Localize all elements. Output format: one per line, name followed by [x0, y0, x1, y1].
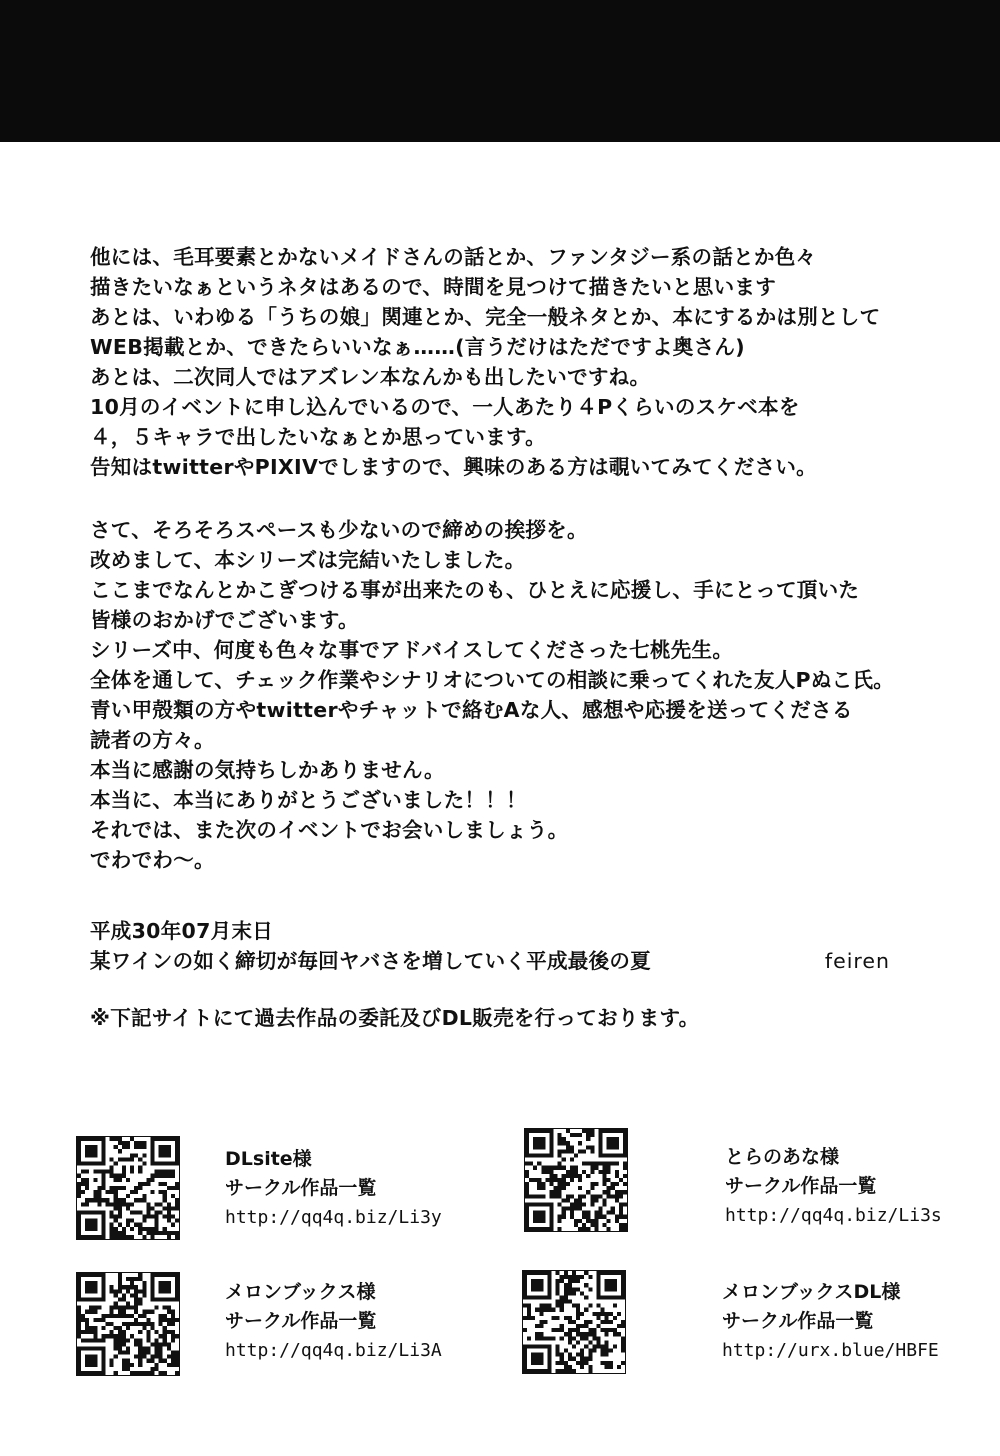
qr-code-graphic	[525, 1129, 627, 1231]
text-line: 10月のイベントに申し込んでいるので、一人あたり４Pくらいのスケベ本を	[90, 395, 800, 419]
notice-text	[90, 1003, 950, 1033]
shop-name: メロンブックス様	[225, 1281, 376, 1303]
qr-code-icon	[76, 1272, 180, 1376]
shop-subtitle: サークル作品一覧	[225, 1177, 377, 1199]
text-line: 皆様のおかげでございます。	[90, 608, 359, 632]
qr-code-icon	[524, 1128, 628, 1232]
top-black-band	[0, 0, 1000, 142]
shop-toranoana	[725, 1143, 942, 1230]
shop-subtitle: サークル作品一覧	[722, 1310, 874, 1332]
notice-line: ※下記サイトにて過去作品の委託及びDL販売を行っております。	[90, 1006, 700, 1030]
text-line: 改めまして、本シリーズは完結いたしました。	[90, 548, 526, 572]
text-line: さて、そろそろスペースも少ないので締めの挨拶を。	[90, 518, 588, 542]
afterword-paragraph-1	[90, 242, 950, 482]
closing-block	[90, 916, 950, 976]
shop-melonbooks-dl	[722, 1278, 939, 1365]
shop-name: メロンブックスDL様	[722, 1281, 901, 1303]
afterword-paragraph-2	[90, 515, 950, 875]
text-line: でわでわ～。	[90, 848, 215, 872]
text-line: ここまでなんとかこぎつける事が出来たのも、ひとえに応援し、手にとって頂いた	[90, 578, 860, 602]
text-line: 描きたいなぁというネタはあるので、時間を見つけて描きたいと思います	[90, 275, 776, 299]
text-line: あとは、いわゆる「うちの娘」関連とか、完全一般ネタとか、本にするかは別として	[90, 305, 881, 329]
shop-dlsite	[225, 1145, 442, 1232]
text-line: 読者の方々。	[90, 728, 215, 752]
shop-melonbooks	[225, 1278, 442, 1365]
text-line: あとは、二次同人ではアズレン本なんかも出したいですね。	[90, 365, 651, 389]
text-line: それでは、また次のイベントでお会いしましょう。	[90, 818, 569, 842]
qr-code-graphic	[77, 1137, 179, 1239]
text-line: 青い甲殻類の方やtwitterやチャットで絡むAな人、感想や応援を送ってくださる	[90, 698, 853, 722]
shop-url[interactable]: http://qq4q.biz/Li3A	[225, 1340, 442, 1361]
shop-url[interactable]: http://urx.blue/HBFE	[722, 1340, 939, 1361]
qr-code-icon	[522, 1270, 626, 1374]
qr-code-graphic	[523, 1271, 625, 1373]
closing-date: 平成30年07月末日	[90, 919, 274, 943]
text-line: 他には、毛耳要素とかないメイドさんの話とか、ファンタジー系の話とか色々	[90, 245, 817, 269]
shop-url[interactable]: http://qq4q.biz/Li3s	[725, 1205, 942, 1226]
qr-code-icon	[76, 1136, 180, 1240]
author-name: feiren	[824, 949, 890, 973]
text-line: 本当に感謝の気持ちしかありません。	[90, 758, 445, 782]
text-line: ４，５キャラで出したいなぁとか思っています。	[90, 425, 546, 449]
signature-row	[90, 946, 890, 976]
text-line: 全体を通して、チェック作業やシナリオについての相談に乗ってくれた友人Pぬこ氏。	[90, 668, 895, 692]
text-line: WEB掲載とか、できたらいいなぁ……(言うだけはただですよ奥さん)	[90, 335, 745, 359]
shop-url[interactable]: http://qq4q.biz/Li3y	[225, 1207, 442, 1228]
text-line: シリーズ中、何度も色々な事でアドバイスしてくださった七桃先生。	[90, 638, 734, 662]
text-line: 告知はtwitterやPIXIVでしますので、興味のある方は覗いてみてください。	[90, 455, 817, 479]
shop-subtitle: サークル作品一覧	[725, 1175, 877, 1197]
shop-name: とらのあな様	[725, 1146, 840, 1168]
qr-code-graphic	[77, 1273, 179, 1375]
text-line: 本当に、本当にありがとうございました！！！	[90, 788, 527, 812]
shop-name: DLsite様	[225, 1148, 312, 1170]
closing-tagline: 某ワインの如く締切が毎回ヤバさを増していく平成最後の夏	[90, 949, 651, 973]
shop-subtitle: サークル作品一覧	[225, 1310, 377, 1332]
